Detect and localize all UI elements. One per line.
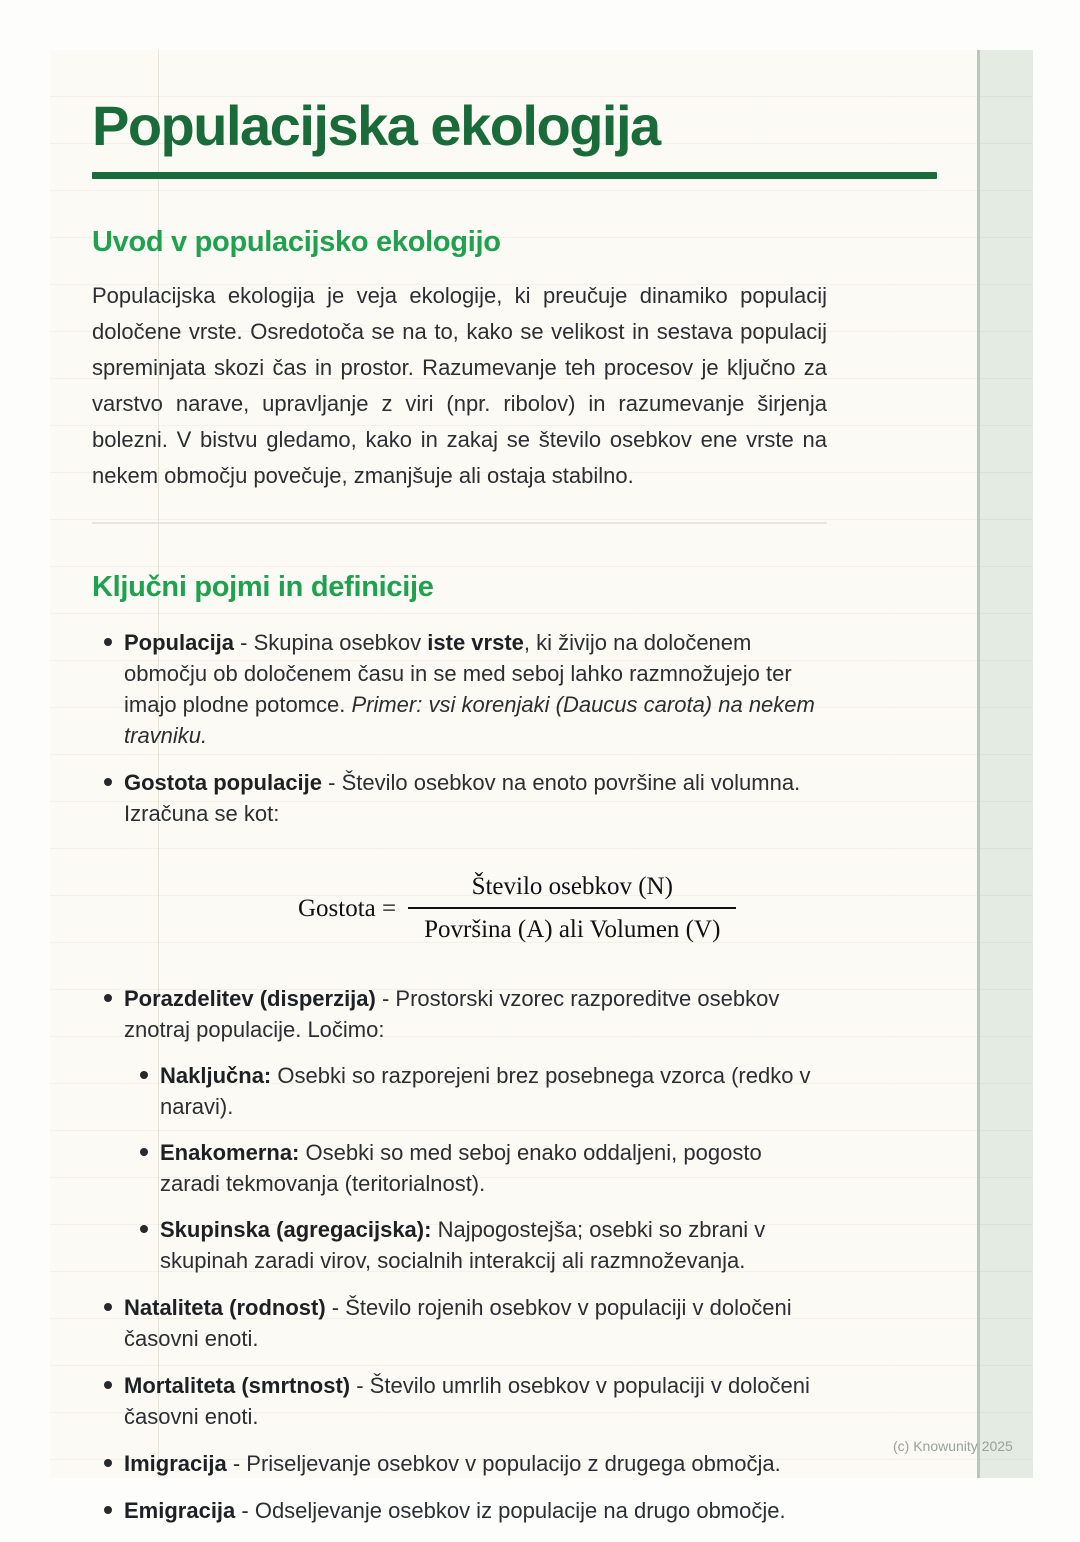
page-edge-strip (977, 50, 1033, 1478)
term-bold-text: Naključna: (160, 1063, 272, 1089)
section-heading-terms: Ključni pojmi in definicije (92, 571, 434, 604)
term-bold-text: Nataliteta (rodnost) (124, 1295, 326, 1321)
term-item (92, 1448, 827, 1479)
term-item (92, 1292, 827, 1354)
term-subitem (126, 1060, 827, 1122)
page-content (92, 50, 937, 1542)
term-example-text: Primer: vsi korenjaki (Daucus carota) na nekem travniku. (124, 691, 815, 748)
title-underline (92, 172, 937, 179)
term-text: - Skupina osebkov (234, 629, 428, 655)
term-text: - Število osebkov na enoto površine ali volumna. Izračuna se kot: (124, 769, 801, 826)
formula-lhs: Gostota = (298, 894, 397, 922)
copyright-watermark: (c) Knowunity 2025 (893, 1438, 1013, 1454)
term-subitem (126, 1214, 827, 1276)
formula-fraction (408, 871, 736, 946)
term-item (92, 1370, 827, 1432)
density-formula (298, 871, 827, 946)
key-terms-list (92, 627, 827, 1527)
term-item (92, 767, 827, 946)
section-heading-intro: Uvod v populacijsko ekologijo (92, 226, 501, 259)
formula-numerator: Število osebkov (N) (471, 872, 673, 900)
term-bold-text: iste vrste (427, 629, 524, 655)
page-title: Populacijska ekologija (92, 94, 660, 157)
term-text: , ki živijo na določenem območju ob določenem času in se med seboj lahko razmnožujejo ter imajo plodne potomce. (124, 629, 792, 717)
intro-paragraph: Populacijska ekologija je veja ekologije, ki preučuje dinamiko populacij določene vrste. Osredotoča se na to, kako se velikost in sestava populacij spreminjata skozi čas in prostor. Razumevanje teh procesov je ključno za varstvo narave, upravljanje z viri (npr. ribolov) in razumevanje širjenja bolezni. V bistvu gledamo, kako in zakaj se število osebkov ene vrste na nekem območju povečuje, zmanjšuje ali ostaja stabilno. (92, 283, 827, 489)
term-item (92, 627, 827, 751)
section-divider (92, 522, 827, 524)
term-bold-text: Skupinska (agregacijska): (160, 1217, 432, 1243)
notes-page (50, 50, 1033, 1524)
term-item (92, 983, 827, 1276)
term-text: Najpogostejša; osebki so zbrani v skupinah zaradi virov, socialnih interakcij ali razmnoževanja. (160, 1217, 766, 1274)
term-text: - Število umrlih osebkov v populaciji v določeni časovni enoti. (124, 1373, 810, 1430)
term-bold-text: Enakomerna: (160, 1140, 300, 1166)
term-bold-text: Mortaliteta (smrtnost) (124, 1373, 351, 1399)
term-text: Osebki so med seboj enako oddaljeni, pogosto zaradi tekmovanja (teritorialnost). (160, 1140, 762, 1197)
term-text: Osebki so razporejeni brez posebnega vzorca (redko v naravi). (160, 1063, 811, 1120)
term-bold-text: Porazdelitev (disperzija) (124, 986, 376, 1012)
term-subitem (126, 1137, 827, 1199)
term-text: - Število rojenih osebkov v populaciji v določeni časovni enoti. (124, 1295, 792, 1352)
term-item (92, 1495, 827, 1526)
term-bold-text: Populacija (124, 629, 235, 655)
term-text: - Odseljevanje osebkov iz populacije na drugo območje. (235, 1498, 786, 1524)
term-bold-text: Gostota populacije (124, 769, 323, 795)
term-bold-text: Imigracija (124, 1451, 227, 1477)
dispersion-sublist (126, 1060, 827, 1276)
term-bold-text: Emigracija (124, 1498, 236, 1524)
term-text: - Priseljevanje osebkov v populacijo z drugega območja. (226, 1451, 781, 1477)
term-text: - Prostorski vzorec razporeditve osebkov znotraj populacije. Ločimo: (124, 986, 780, 1043)
formula-denominator: Površina (A) ali Volumen (V) (408, 907, 736, 945)
